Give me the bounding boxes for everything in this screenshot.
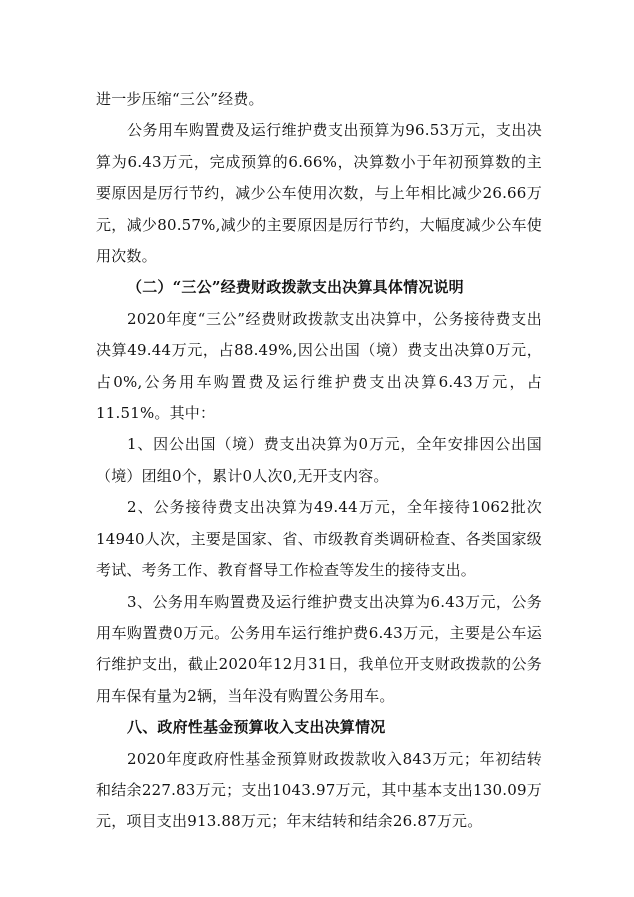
paragraph-reduce-expenses: 进一步压缩“三公”经费。 (96, 90, 264, 108)
paragraph-government-fund: 2020年度政府性基金预算财政拨款收入843万元；年初结转和结余227.83万元；支出1043.97万元，其中基本支出130.09万元，项目支出913.88万元；年末结转和结余26.87万元。 (96, 749, 542, 831)
paragraph-official-vehicles: 3、公务用车购置费及运行维护费支出决算为6.43万元，公务用车购置费0万元。公务用车运行维护费6.43万元，主要是公车运行维护支出，截止2020年12月31日，我单位开支财政拨款的公务用车保有量为2辆，当年没有购置公务用车。 (96, 592, 542, 705)
section-heading-government-fund: 八、政府性基金预算收入支出决算情况 (127, 718, 386, 737)
paragraph-three-public-summary: 2020年度“三公”经费财政拨款支出决算中，公务接待费支出决算49.44万元，占88.49%,因公出国（境）费支出决算0万元，占0%,公务用车购置费及运行维护费支出决算6.43万元，占11.51%。其中： (96, 309, 542, 423)
paragraph-official-reception: 2、公务接待费支出决算为49.44万元，全年接待1062批次14940人次，主要是国家、省、市级教育类调研检查、各类国家级考试、考务工作、教育督导工作检查等发生的接待支出。 (96, 498, 542, 580)
section-heading-three-public-details: （二）“三公”经费财政拨款支出决算具体情况说明 (127, 278, 464, 297)
paragraph-vehicle-budget: 公务用车购置费及运行维护费支出预算为96.53万元，支出决算为6.43万元，完成预算的6.66%，决算数小于年初预算数的主要原因是厉行节约，减少公车使用次数，与上年相比减少26.66万元，减少80.57%,减少的主要原因是厉行节约，大幅度减少公车使用次数。 (96, 121, 542, 266)
document-body (96, 84, 542, 838)
paragraph-overseas-travel: 1、因公出国（境）费支出决算为0万元，全年安排因公出国（境）团组0个，累计0人次0,无开支内容。 (96, 435, 542, 485)
